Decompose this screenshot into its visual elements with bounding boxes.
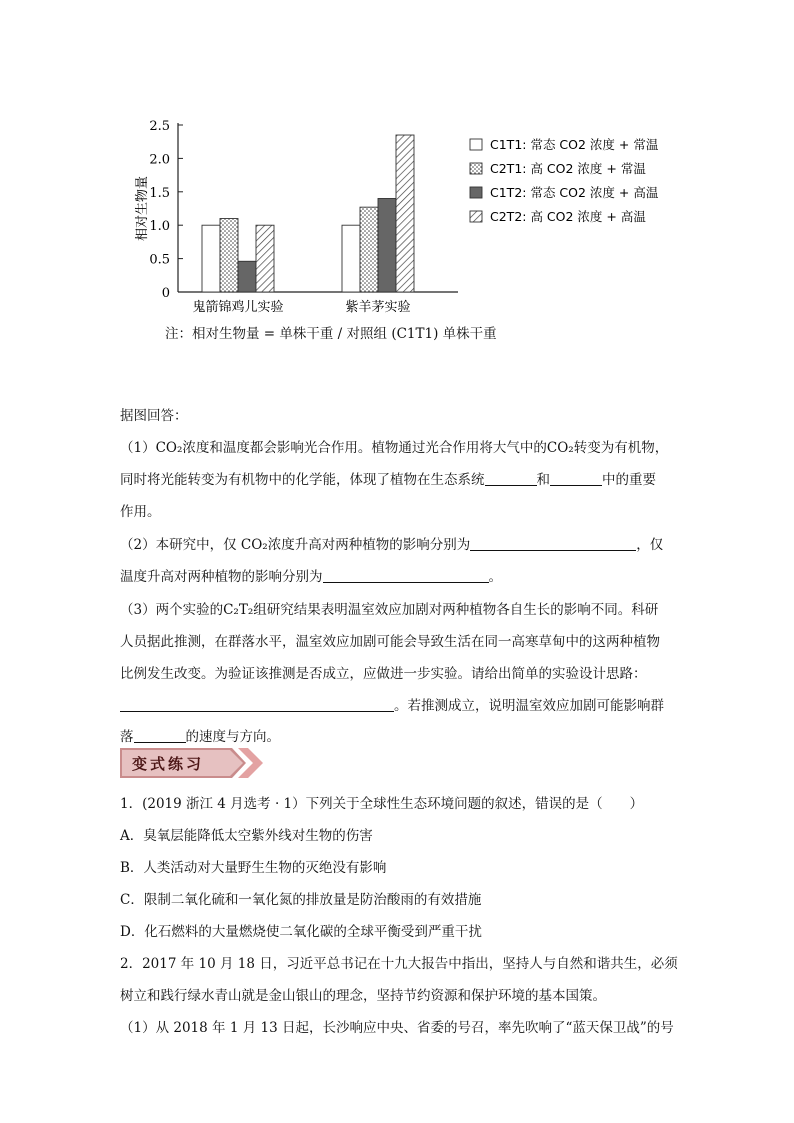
y-tick-label: 1.5 — [149, 185, 170, 201]
category-label: 紫羊茅实验 — [345, 300, 411, 315]
q1-line2 — [120, 470, 656, 490]
q3-line5-a: 落 — [120, 729, 134, 745]
exercise-2-line1: 2．2017 年 10 月 18 日，习近平总书记在十九大报告中指出，坚持人与自然和谐共生，必须 — [120, 956, 678, 972]
q2-line2 — [120, 567, 502, 587]
q3-line2: 人员据此推测，在群落水平，温室效应加剧可能会导致生活在同一高寒草甸中的这两种植物 — [120, 634, 660, 650]
y-axis-label: 相对生物量 — [135, 175, 150, 242]
answer-blank-1[interactable] — [485, 471, 537, 486]
y-tick-label: 1.0 — [149, 219, 170, 235]
q2-line1 — [120, 535, 663, 555]
answer-blank-5[interactable] — [120, 697, 394, 712]
answer-blank-3[interactable] — [470, 536, 636, 551]
q2-line1-b: ，仅 — [636, 537, 664, 553]
legend-label: C1T1: 常态 CO2 浓度 + 常温 — [490, 137, 659, 152]
section-title: 变式练习 — [132, 755, 205, 773]
q2-line2-b: 。 — [488, 569, 502, 585]
bar-chart — [130, 112, 690, 347]
q1-line2-c: 中的重要 — [602, 472, 656, 488]
bar — [202, 225, 220, 292]
legend-swatch — [470, 163, 482, 174]
legend-label: C1T2: 常态 CO2 浓度 + 高温 — [490, 185, 659, 200]
q1-line3: 作用。 — [120, 504, 161, 520]
q3-line4 — [120, 696, 664, 716]
q3-line1: （3）两个实验的C₂T₂组研究结果表明温室效应加剧对两种植物各自生长的影响不同。科研 — [120, 602, 659, 618]
bar — [360, 207, 378, 292]
exercise-2-line3: （1）从 2018 年 1 月 13 日起，长沙响应中央、省委的号召，率先吹响了“蓝天保卫战”的号 — [120, 1020, 674, 1036]
y-tick-label: 2.0 — [149, 152, 170, 168]
bar — [378, 198, 396, 292]
exercise-1: 1．(2019 浙江 4 月选考 · 1）下列关于全球性生态环境问题的叙述，错误的是（ ） — [120, 796, 644, 812]
q3-line5-b: 的速度与方向。 — [185, 729, 280, 745]
exercise-1-option-d[interactable]: D．化石燃料的大量燃烧使二氧化碳的全球平衡受到严重干扰 — [120, 924, 482, 940]
q3-line4-b: 。若推测成立，说明温室效应加剧可能影响群 — [394, 698, 664, 714]
y-tick-label: 0 — [161, 286, 170, 301]
q1-line2-b: 和 — [536, 472, 550, 488]
exercise-1-option-a[interactable]: A．臭氧层能降低太空紫外线对生物的伤害 — [120, 828, 373, 844]
chart-note — [165, 324, 497, 344]
bar — [396, 135, 414, 292]
exercise-1-option-c[interactable]: C．限制二氧化硫和一氧化氮的排放量是防治酸雨的有效措施 — [120, 892, 482, 908]
y-tick-label: 2.5 — [149, 119, 170, 134]
bar — [238, 261, 256, 292]
answer-blank-6[interactable] — [134, 728, 186, 743]
legend-swatch — [470, 139, 482, 150]
legend-label: C2T2: 高 CO2 浓度 + 高温 — [490, 209, 646, 224]
q3-line5 — [120, 727, 280, 747]
exercise-1-option-b[interactable]: B．人类活动对大量野生生物的灭绝没有影响 — [120, 860, 387, 876]
exercise-2-line2: 树立和践行绿水青山就是金山银山的理念，坚持节约资源和保护环境的基本国策。 — [120, 988, 606, 1004]
answer-blank-2[interactable] — [550, 471, 602, 486]
prompt: 据图回答： — [120, 408, 188, 424]
bar — [220, 219, 238, 292]
legend-swatch — [470, 187, 482, 198]
q1-line2-a: 同时将光能转变为有机物中的化学能，体现了植物在生态系统 — [120, 472, 485, 488]
q1-line1: （1）CO₂浓度和温度都会影响光合作用。植物通过光合作用将大气中的CO₂转变为有机物， — [120, 440, 669, 456]
legend-label: C2T1: 高 CO2 浓度 + 常温 — [490, 161, 646, 176]
answer-blank-4[interactable] — [323, 568, 489, 583]
y-tick-label: 0.5 — [149, 252, 170, 268]
legend-swatch — [470, 211, 482, 222]
q2-line1-a: （2）本研究中，仅 CO₂浓度升高对两种植物的影响分别为 — [120, 537, 471, 553]
section-banner — [120, 745, 270, 781]
category-label: 鬼箭锦鸡儿实验 — [192, 300, 284, 315]
chart-note-text: 注：相对生物量 = 单株干重 / 对照组 (C1T1) 单株干重 — [165, 326, 497, 342]
q2-line2-a: 温度升高对两种植物的影响分别为 — [120, 569, 323, 585]
q3-line3: 比例发生改变。为验证该推测是否成立，应做进一步实验。请给出简单的实验设计思路： — [120, 666, 647, 682]
bar — [256, 225, 274, 292]
bar — [342, 225, 360, 292]
